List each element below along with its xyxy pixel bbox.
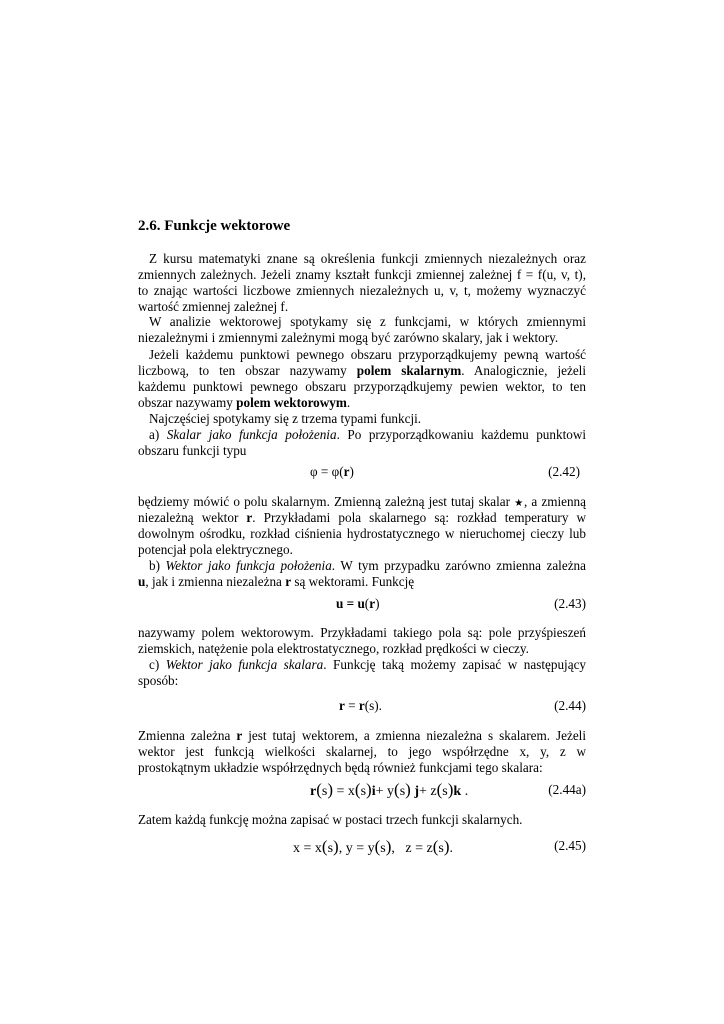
equation-2-44: r = r(s). <box>339 698 382 713</box>
star-symbol: ★ <box>514 498 524 509</box>
paragraph-line: obszar nazywamy polem wektorowym. <box>138 395 351 410</box>
equation-number: (2.44a) <box>548 782 586 797</box>
paragraph-line: ziemskich, natężenie pola elektrostatycznego, rozkład prędkości w cieczy. <box>138 641 529 656</box>
term-scalar-field: polem skalarnym <box>356 363 462 378</box>
paragraph-line: wektor jest funkcją wielkości skalarnej, to jego współrzędne x, y, z w <box>138 744 586 759</box>
paragraph-line: u, jak i zmienna niezależna r są wektorami. Funkcję <box>138 574 415 589</box>
paragraph-line: sposób: <box>138 673 179 688</box>
paragraph-line: Zmienna zależna r jest tutaj wektorem, a zmienna niezależna s skalarem. Jeżeli <box>138 728 587 743</box>
list-item-a: a) Skalar jako funkcja położenia. Po przyporządkowaniu każdemu punktowi <box>149 427 587 442</box>
equation-2-45: x = x(s), y = y(s), z = z(s). <box>293 837 454 856</box>
term-vector-field: polem wektorowym <box>236 395 347 410</box>
equation-number: (2.43) <box>554 596 586 611</box>
paragraph-line: to znając wartości liczbowe zmiennych niezależnych u, v, t, możemy wyznaczyć <box>138 283 586 298</box>
paragraph-line: zmiennych zależnych. Jeżeli znamy kształt funkcji zmiennej zależnej f = f(u, v, t), <box>138 267 586 282</box>
paragraph-line: niezależną wektor r. Przykładami pola skalarnego są: rozkład temperatury w <box>138 510 587 525</box>
paragraph-line: Najczęściej spotykamy się z trzema typami funkcji. <box>149 411 422 426</box>
list-item-b: b) Wektor jako funkcja położenia. W tym przypadku zarówno zmienna zależna <box>149 558 587 573</box>
paragraph-line: dowolnym ośrodku, rozkład ciśnienia hydrostatycznego w nieruchomej cieczy lub <box>138 526 586 541</box>
equation-2-42: φ = φ(r) <box>310 464 354 479</box>
paragraph-line: Jeżeli każdemu punktowi pewnego obszaru przyporządkujemy pewną wartość <box>149 347 586 362</box>
equation-number: (2.42) <box>548 464 580 479</box>
paragraph-line: W analizie wektorowej spotykamy się z funkcjami, w których zmiennymi <box>149 314 586 329</box>
paragraph-line: Zatem każdą funkcję można zapisać w postaci trzech funkcji skalarnych. <box>138 812 523 827</box>
equation-number: (2.45) <box>554 838 586 853</box>
section-title: Funkcje wektorowe <box>164 218 291 234</box>
section-number: 2.6. <box>138 218 161 234</box>
equation-number: (2.44) <box>554 698 586 713</box>
paragraph-line: potencjał pola elektrycznego. <box>138 542 293 557</box>
paragraph-line: nazywamy polem wektorowym. Przykładami takiego pola są: pole przyśpieszeń <box>138 625 586 640</box>
equation-2-43: u = u(r) <box>336 596 380 611</box>
equation-2-44a: r(s) = x(s)i+ y(s) j+ z(s)k . <box>310 780 469 799</box>
paragraph-line: prostokątnym układzie współrzędnych będą również funkcjami tego skalara: <box>138 760 543 775</box>
paragraph-line: obszaru funkcji typu <box>138 443 247 458</box>
paragraph-line: każdemu punktowi pewnego obszaru przyporządkujemy pewien wektor, to ten <box>138 379 586 394</box>
paragraph-line: Z kursu matematyki znane są określenia funkcji zmiennych niezależnych oraz <box>149 251 586 266</box>
paragraph-line: będziemy mówić o polu skalarnym. Zmienną zależną jest tutaj skalar ★, a zmienną <box>138 494 587 509</box>
paragraph-line: niezależnymi i zmiennymi zależnymi mogą być zarówno skalary, jak i wektory. <box>138 330 559 345</box>
paragraph-line: wartość zmiennej zależnej f. <box>138 299 289 314</box>
section-heading <box>138 218 290 235</box>
list-item-c: c) Wektor jako funkcja skalara. Funkcję taką możemy zapisać w następujący <box>149 657 587 672</box>
paragraph-line: liczbową, to ten obszar nazywamy polem skalarnym. Analogicznie, jeżeli <box>138 363 587 378</box>
